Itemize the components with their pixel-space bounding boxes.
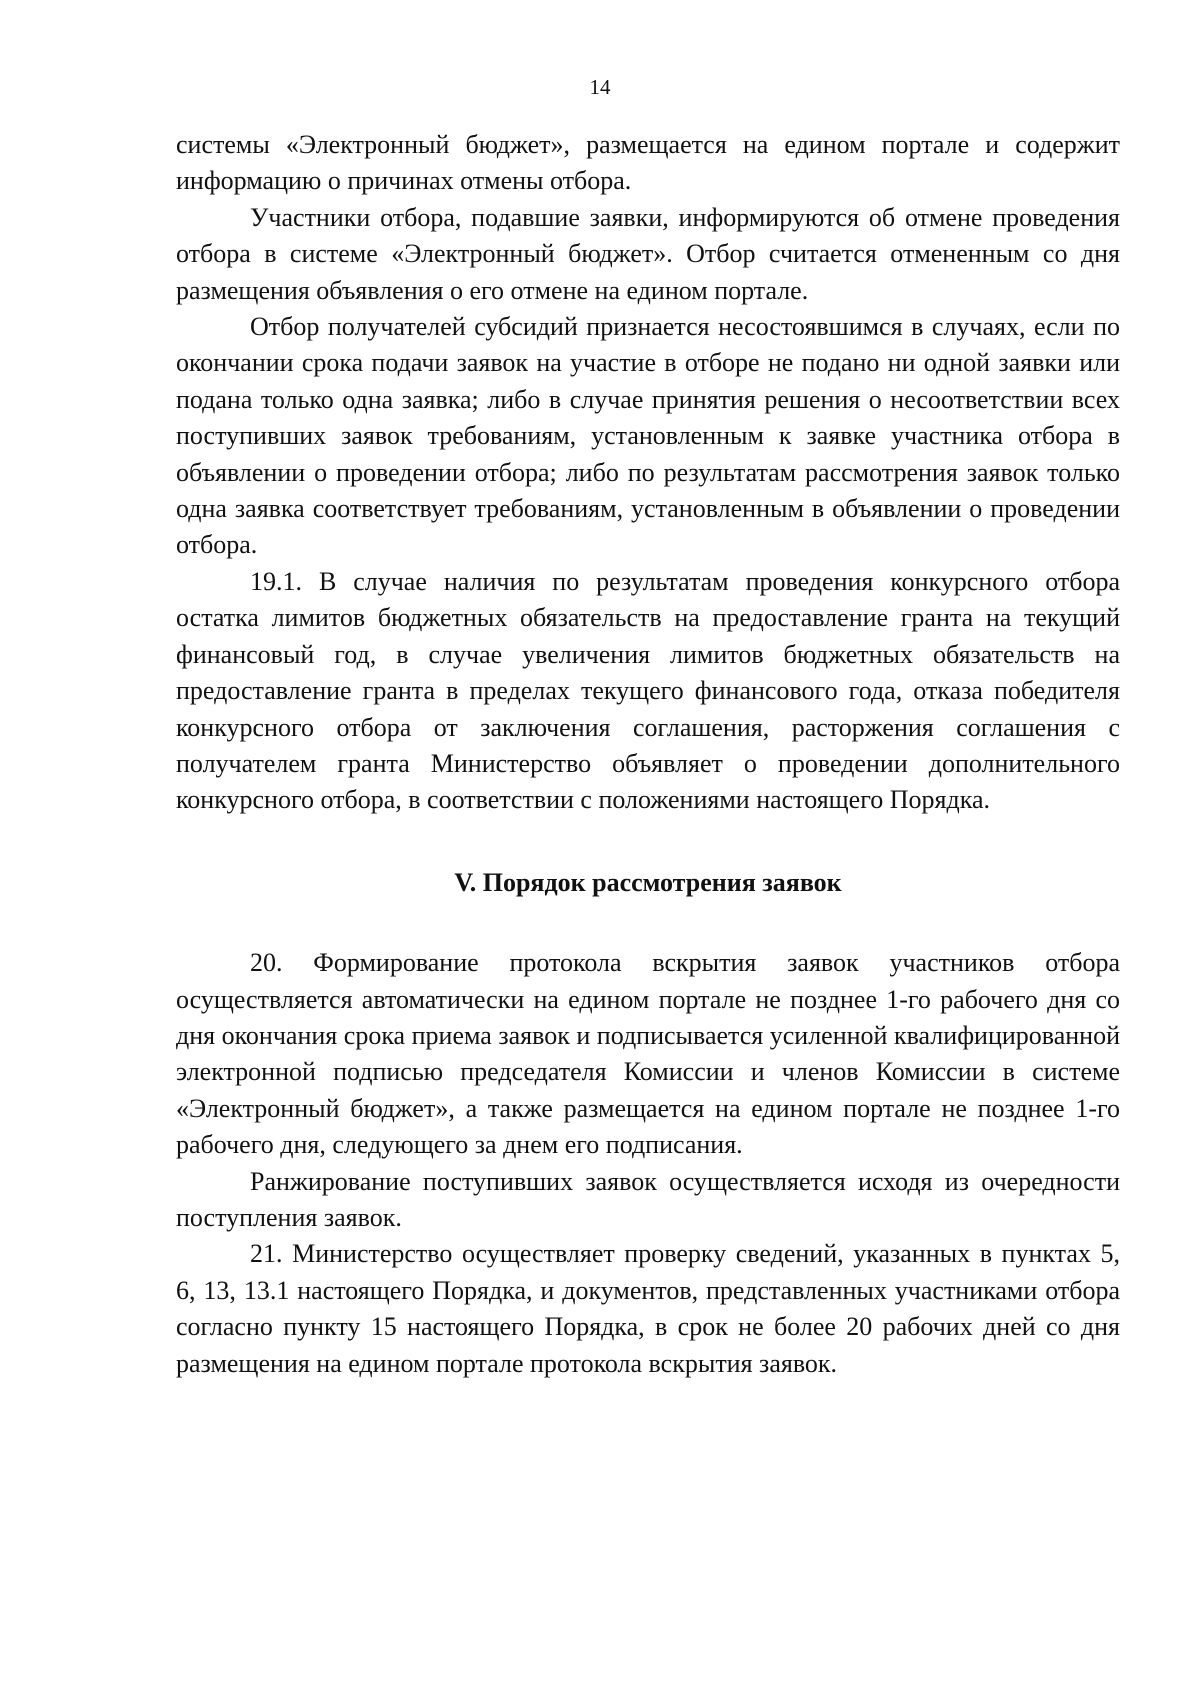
- document-body: [176, 127, 1120, 1382]
- paragraph-20: 20. Формирование протокола вскрытия заявок участников отбора осуществляется автоматически на едином портале не позднее 1-го рабочего дня со дня окончания срока приема заявок и подписывается усиленной квалифицированной электронной подписью председателя Комиссии и членов Комиссии в системе «Электронный бюджет», а также размещается на едином портале не позднее 1-го рабочего дня, следующего за днем его подписания.: [176, 948, 1120, 1160]
- paragraph-ranking: Ранжирование поступивших заявок осуществляется исходя из очередности поступления заявок.: [176, 1166, 1120, 1232]
- page-number: 14: [589, 75, 611, 99]
- paragraph-selection-failed: Отбор получателей субсидий признается несостоявшимся в случаях, если по окончании срока подачи заявок на участие в отборе не подано ни одной заявки или подана только одна заявка; либо в случае принятия решения о несоответствии всех поступивших заявок требованиям, установленным к заявке участника отбора в объявлении о проведении отбора; либо по результатам рассмотрения заявок только одна заявка соответствует требованиям, установленным в объявлении о проведении отбора.: [176, 312, 1120, 560]
- paragraph-continuation: системы «Электронный бюджет», размещается на едином портале и содержит информацию о причинах отмены отбора.: [176, 130, 1120, 196]
- paragraph-19-1: 19.1. В случае наличия по результатам проведения конкурсного отбора остатка лимитов бюджетных обязательств на предоставление гранта на текущий финансовый год, в случае увеличения лимитов бюджетных обязательств на предоставление гранта в пределах текущего финансового года, отказа победителя конкурсного отбора от заключения соглашения, расторжения соглашения с получателем гранта Министерство объявляет о проведении дополнительного конкурсного отбора, в соответствии с положениями настоящего Порядка.: [176, 566, 1120, 815]
- section-heading: V. Порядок рассмотрения заявок: [454, 867, 842, 897]
- paragraph-21: 21. Министерство осуществляет проверку сведений, указанных в пунктах 5, 6, 13, 13.1 настоящего Порядка, и документов, представленных участниками отбора согласно пункту 15 настоящего Порядка, в срок не более 20 рабочих дней со дня размещения на едином портале протокола вскрытия заявок.: [176, 1239, 1120, 1378]
- paragraph-participants-notified: Участники отбора, подавшие заявки, информируются об отмене проведения отбора в системе «Электронный бюджет». Отбор считается отмененным со дня размещения объявления о его отмене на едином портале.: [176, 202, 1120, 305]
